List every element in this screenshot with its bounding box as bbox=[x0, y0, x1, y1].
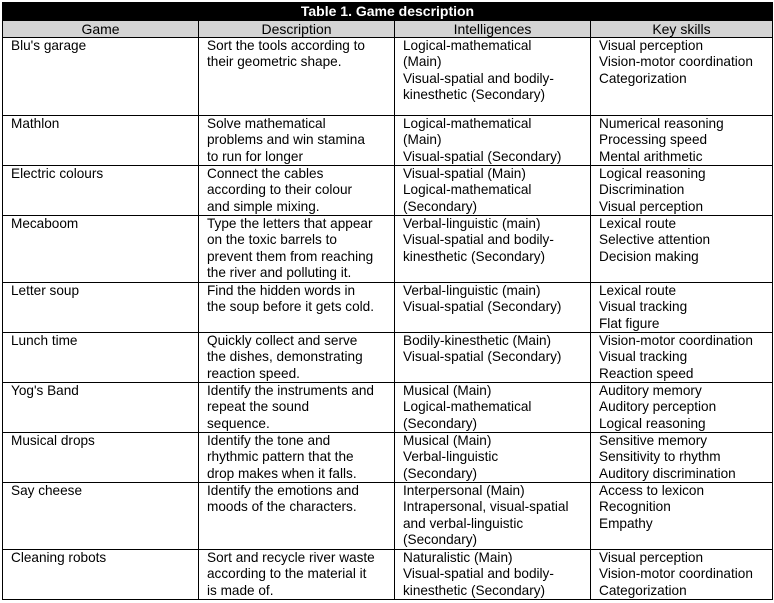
key-skills-cell-line: Processing speed bbox=[599, 132, 708, 148]
header-row bbox=[3, 21, 773, 38]
description-cell-line: problems and win stamina bbox=[207, 132, 365, 148]
game-cell-line: Mecaboom bbox=[11, 216, 79, 231]
key-skills-cell bbox=[591, 166, 773, 216]
intelligences-cell-line: Visual-spatial (Secondary) bbox=[403, 299, 562, 315]
intelligences-cell-line: (Secondary) bbox=[403, 415, 478, 431]
description-cell-line: Sort and recycle river waste bbox=[207, 550, 375, 565]
game-cell bbox=[3, 383, 199, 433]
intelligences-cell-line: (Secondary) bbox=[403, 198, 478, 214]
game-cell bbox=[3, 216, 199, 283]
key-skills-cell-line: Categorization bbox=[599, 70, 687, 86]
key-skills-cell-line: Access to lexicon bbox=[599, 483, 705, 498]
key-skills-cell-line: Auditory perception bbox=[599, 399, 717, 415]
description-cell bbox=[199, 216, 395, 283]
intelligences-cell-line: Naturalistic (Main) bbox=[403, 550, 513, 565]
key-skills-cell-line: Flat figure bbox=[599, 315, 660, 331]
intelligences-cell-line: (Main) bbox=[403, 132, 442, 148]
description-cell-line: rhythmic pattern that the bbox=[207, 449, 354, 465]
description-cell-line: Identify the tone and bbox=[207, 433, 331, 448]
description-cell-line: sequence. bbox=[207, 415, 270, 431]
description-cell bbox=[199, 283, 395, 333]
intelligences-cell bbox=[395, 433, 591, 483]
intelligences-cell-line: Logical-mathematical bbox=[403, 182, 532, 198]
table-row bbox=[3, 433, 773, 483]
description-cell-line: their geometric shape. bbox=[207, 54, 342, 70]
intelligences-cell-line: Logical-mathematical bbox=[403, 116, 532, 131]
table-row bbox=[3, 283, 773, 333]
header-intelligences: Intelligences bbox=[395, 21, 591, 38]
game-cell-line: Blu's garage bbox=[11, 38, 87, 53]
game-cell-line: Mathlon bbox=[11, 116, 60, 131]
game-cell-line: Electric colours bbox=[11, 166, 104, 181]
intelligences-cell-line: kinesthetic (Secondary) bbox=[403, 248, 546, 264]
description-cell-line: prevent them from reaching bbox=[207, 248, 374, 264]
game-cell-line: Say cheese bbox=[11, 483, 83, 498]
game-cell bbox=[3, 433, 199, 483]
key-skills-cell bbox=[591, 483, 773, 550]
description-cell-line: Type the letters that appear bbox=[207, 216, 373, 231]
intelligences-cell-line: and verbal-linguistic bbox=[403, 515, 524, 531]
intelligences-cell-line: Interpersonal (Main) bbox=[403, 483, 525, 498]
game-description-table-wrapper bbox=[2, 2, 772, 600]
intelligences-cell-line: kinesthetic (Secondary) bbox=[403, 582, 546, 598]
description-cell-line: according to the material it bbox=[207, 566, 367, 582]
intelligences-cell-line: (Main) bbox=[403, 54, 442, 70]
intelligences-cell bbox=[395, 216, 591, 283]
key-skills-cell bbox=[591, 283, 773, 333]
key-skills-cell-line: Categorization bbox=[599, 582, 687, 598]
intelligences-cell-line: Visual-spatial (Secondary) bbox=[403, 148, 562, 164]
game-cell-line: Yog's Band bbox=[11, 383, 79, 398]
key-skills-cell-line: Logical reasoning bbox=[599, 166, 706, 181]
key-skills-cell-line: Mental arithmetic bbox=[599, 148, 703, 164]
description-cell-line: Identify the emotions and bbox=[207, 483, 359, 498]
key-skills-cell-line: Logical reasoning bbox=[599, 415, 706, 431]
intelligences-cell-line: Intrapersonal, visual-spatial bbox=[403, 499, 569, 515]
key-skills-cell-line: Visual perception bbox=[599, 550, 704, 565]
key-skills-cell-line: Empathy bbox=[599, 515, 653, 531]
intelligences-cell-line: kinesthetic (Secondary) bbox=[403, 86, 546, 102]
game-cell bbox=[3, 483, 199, 550]
key-skills-cell-line: Visual perception bbox=[599, 198, 704, 214]
key-skills-cell-line: Numerical reasoning bbox=[599, 116, 724, 131]
key-skills-cell-line: Vision-motor coordination bbox=[599, 54, 753, 70]
key-skills-cell-line: Recognition bbox=[599, 499, 671, 515]
description-cell-line: Solve mathematical bbox=[207, 116, 326, 131]
description-cell-line: the soup before it gets cold. bbox=[207, 299, 375, 315]
key-skills-cell bbox=[591, 333, 773, 383]
key-skills-cell-line: Visual perception bbox=[599, 38, 704, 53]
key-skills-cell-line: Auditory discrimination bbox=[599, 465, 736, 481]
intelligences-cell-line: Logical-mathematical bbox=[403, 399, 532, 415]
key-skills-cell-line: Visual tracking bbox=[599, 299, 688, 315]
table-row bbox=[3, 216, 773, 283]
description-cell-line: is made of. bbox=[207, 582, 274, 598]
game-cell bbox=[3, 283, 199, 333]
description-cell bbox=[199, 333, 395, 383]
intelligences-cell bbox=[395, 166, 591, 216]
key-skills-cell-line: Lexical route bbox=[599, 283, 677, 298]
intelligences-cell-line: Visual-spatial and bodily- bbox=[403, 566, 554, 582]
description-cell bbox=[199, 433, 395, 483]
key-skills-cell bbox=[591, 116, 773, 166]
description-cell-line: the dishes, demonstrating bbox=[207, 349, 363, 365]
key-skills-cell-line: Discrimination bbox=[599, 182, 685, 198]
description-cell-line: Connect the cables bbox=[207, 166, 324, 181]
game-cell-line: Musical drops bbox=[11, 433, 95, 448]
intelligences-cell-line: Visual-spatial (Secondary) bbox=[403, 349, 562, 365]
game-description-table bbox=[2, 2, 773, 600]
intelligences-cell-line: Musical (Main) bbox=[403, 433, 492, 448]
intelligences-cell bbox=[395, 38, 591, 116]
game-cell bbox=[3, 550, 199, 600]
intelligences-cell-line: Bodily-kinesthetic (Main) bbox=[403, 333, 552, 348]
key-skills-cell bbox=[591, 216, 773, 283]
table-row bbox=[3, 333, 773, 383]
intelligences-cell-line: (Secondary) bbox=[403, 465, 478, 481]
key-skills-cell bbox=[591, 550, 773, 600]
key-skills-cell bbox=[591, 383, 773, 433]
game-cell bbox=[3, 166, 199, 216]
intelligences-cell-line: Visual-spatial and bodily- bbox=[403, 232, 554, 248]
description-cell-line: on the toxic barrels to bbox=[207, 232, 337, 248]
description-cell-line: drop makes when it falls. bbox=[207, 465, 357, 481]
table-row bbox=[3, 383, 773, 433]
table-row bbox=[3, 166, 773, 216]
key-skills-cell-line: Visual tracking bbox=[599, 349, 688, 365]
intelligences-cell bbox=[395, 283, 591, 333]
description-cell-line: and simple mixing. bbox=[207, 198, 320, 214]
game-cell-line: Cleaning robots bbox=[11, 550, 107, 565]
game-cell-line: Letter soup bbox=[11, 283, 80, 298]
description-cell-line: Quickly collect and serve bbox=[207, 333, 358, 348]
key-skills-cell-line: Vision-motor coordination bbox=[599, 566, 753, 582]
intelligences-cell-line: Visual-spatial (Main) bbox=[403, 166, 526, 181]
key-skills-cell-line: Reaction speed bbox=[599, 365, 694, 381]
key-skills-cell-line: Selective attention bbox=[599, 232, 711, 248]
description-cell-line: Identify the instruments and bbox=[207, 383, 374, 398]
intelligences-cell-line: (Secondary) bbox=[403, 531, 478, 547]
description-cell-line: moods of the characters. bbox=[207, 499, 357, 515]
key-skills-cell-line: Sensitive memory bbox=[599, 433, 708, 448]
game-cell bbox=[3, 116, 199, 166]
key-skills-cell-line: Auditory memory bbox=[599, 383, 702, 398]
description-cell bbox=[199, 166, 395, 216]
header-key-skills: Key skills bbox=[591, 21, 773, 38]
key-skills-cell bbox=[591, 38, 773, 116]
description-cell-line: according to their colour bbox=[207, 182, 353, 198]
intelligences-cell-line: Musical (Main) bbox=[403, 383, 492, 398]
description-cell bbox=[199, 483, 395, 550]
description-cell-line: Find the hidden words in bbox=[207, 283, 356, 298]
key-skills-cell bbox=[591, 433, 773, 483]
description-cell bbox=[199, 38, 395, 116]
description-cell-line: to run for longer bbox=[207, 148, 303, 164]
table-row bbox=[3, 483, 773, 550]
game-cell-line: Lunch time bbox=[11, 333, 78, 348]
description-cell-line: repeat the sound bbox=[207, 399, 310, 415]
key-skills-cell-line: Vision-motor coordination bbox=[599, 333, 753, 348]
header-description: Description bbox=[199, 21, 395, 38]
intelligences-cell bbox=[395, 383, 591, 433]
intelligences-cell bbox=[395, 550, 591, 600]
intelligences-cell bbox=[395, 116, 591, 166]
description-cell bbox=[199, 550, 395, 600]
intelligences-cell bbox=[395, 333, 591, 383]
table-row bbox=[3, 116, 773, 166]
key-skills-cell-line: Decision making bbox=[599, 248, 699, 264]
intelligences-cell-line: Logical-mathematical bbox=[403, 38, 532, 53]
description-cell-line: the river and polluting it. bbox=[207, 264, 352, 280]
intelligences-cell-line: Visual-spatial and bodily- bbox=[403, 70, 554, 86]
description-cell bbox=[199, 116, 395, 166]
table-caption: Table 1. Game description bbox=[2, 2, 773, 20]
intelligences-cell bbox=[395, 483, 591, 550]
description-cell-line: reaction speed. bbox=[207, 365, 300, 381]
game-cell bbox=[3, 38, 199, 116]
table-row bbox=[3, 38, 773, 116]
intelligences-cell-line: Verbal-linguistic (main) bbox=[403, 283, 541, 298]
header-game: Game bbox=[3, 21, 199, 38]
key-skills-cell-line: Sensitivity to rhythm bbox=[599, 449, 721, 465]
game-cell bbox=[3, 333, 199, 383]
key-skills-cell-line: Lexical route bbox=[599, 216, 677, 231]
description-cell bbox=[199, 383, 395, 433]
description-cell-line: Sort the tools according to bbox=[207, 38, 365, 53]
table-row bbox=[3, 550, 773, 600]
intelligences-cell-line: Verbal-linguistic bbox=[403, 449, 499, 465]
intelligences-cell-line: Verbal-linguistic (main) bbox=[403, 216, 541, 231]
